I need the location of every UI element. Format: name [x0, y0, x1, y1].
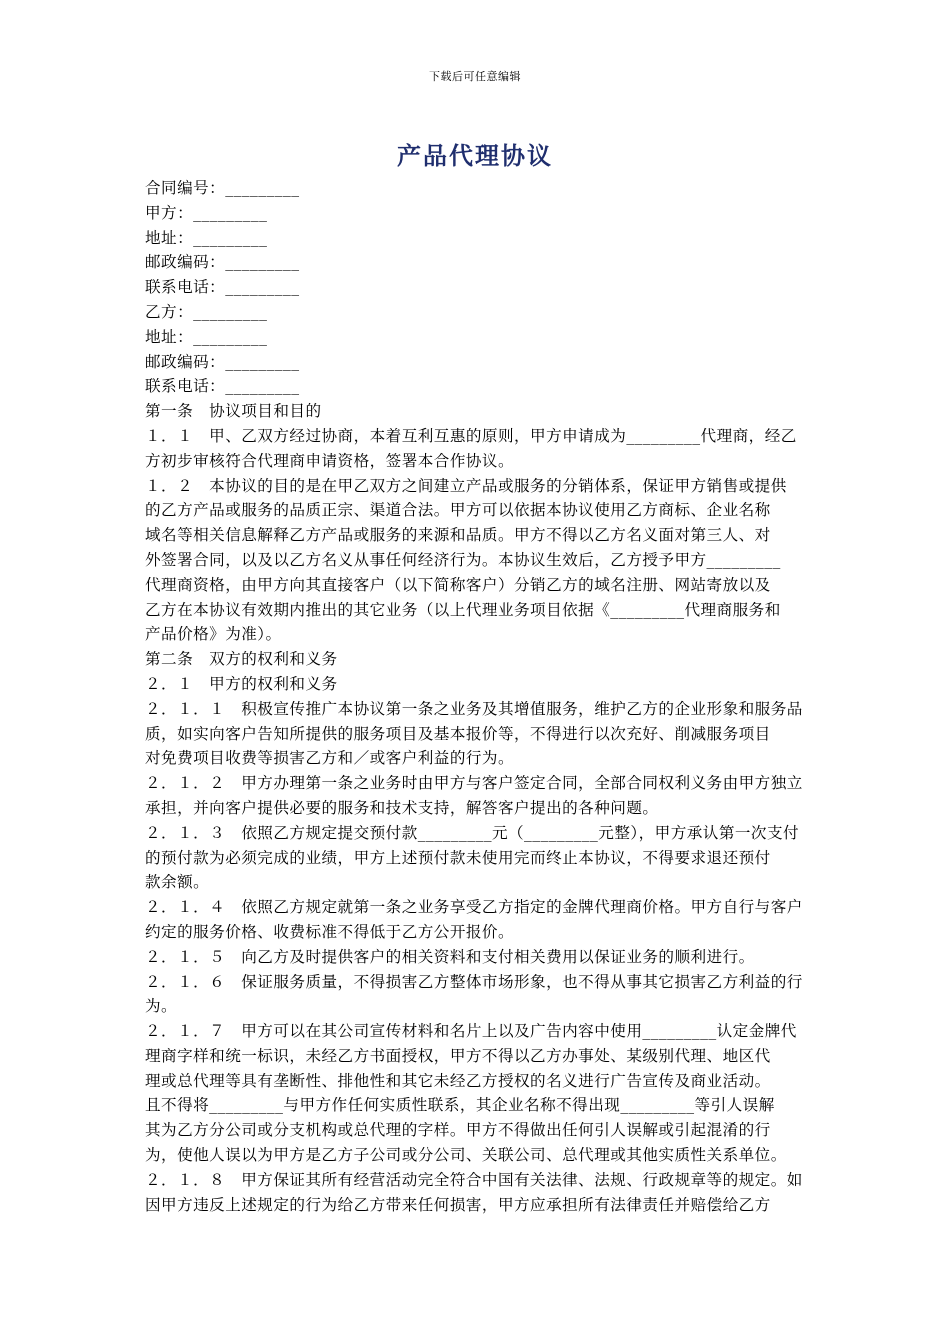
text-line: 甲方：_________ [145, 203, 268, 222]
text-line: ２．１．５ 向乙方及时提供客户的相关资料和支付相关费用以保证业务的顺利进行。 [145, 947, 755, 966]
text-line: 合同编号：_________ [145, 179, 300, 197]
text-line: 且不得将_________与甲方作任何实质性联系，其企业名称不得出现_________等引人误解 [145, 1096, 775, 1115]
text-line: 地址：_________ [145, 228, 268, 247]
text-line: 约定的服务价格、收费标准不得低于乙方公开报价。 [145, 922, 515, 941]
text-line: 理或总代理等具有垄断性、排他性和其它未经乙方授权的名义进行广告宣传及商业活动。 [145, 1071, 771, 1090]
text-line: ２．１．７ 甲方可以在其公司宣传材料和名片上以及广告内容中使用_________认定金牌代 [145, 1022, 797, 1041]
text-line: ２．１．３ 依照乙方规定提交预付款_________元（_________元整），甲方承认第一次支付 [145, 823, 800, 842]
text-line: 款余额。 [145, 873, 210, 892]
text-line: 为。 [145, 997, 178, 1016]
text-line: 理商字样和统一标识，未经乙方书面授权，甲方不得以乙方办事处、某级别代理、地区代 [145, 1046, 771, 1065]
text-line: 因甲方违反上述规定的行为给乙方带来任何损害，甲方应承担所有法律责任并赔偿给乙方 [145, 1195, 771, 1214]
text-line: 的预付款为必须完成的业绩，甲方上述预付款未使用完而终止本协议，不得要求退还预付 [145, 848, 771, 867]
text-line: ２．１．２ 甲方办理第一条之业务时由甲方与客户签定合同，全部合同权利义务由甲方独立 [145, 774, 803, 793]
text-line: 邮政编码：_________ [145, 253, 300, 272]
text-line: 代理商资格，由甲方向其直接客户（以下简称客户）分销乙方的域名注册、网站寄放以及 [145, 575, 771, 594]
text-line: 域名等相关信息解释乙方产品或服务的来源和品质。甲方不得以乙方名义面对第三人、对 [145, 526, 771, 545]
text-line: 的乙方产品或服务的品质正宗、渠道合法。甲方可以依据本协议使用乙方商标、企业名称 [145, 501, 771, 520]
text-line: 联系电话：_________ [145, 377, 300, 396]
document-body [145, 176, 810, 1217]
text-line: 乙方：_________ [145, 302, 268, 321]
text-line: 质，如实向客户告知所提供的服务项目及基本报价等，不得进行以次充好、削减服务项目 [145, 724, 771, 743]
text-line: 其为乙方分公司或分支机构或总代理的字样。甲方不得做出任何引人误解或引起混淆的行 [145, 1121, 771, 1140]
text-line: 方初步审核符合代理商申请资格，签署本合作协议。 [145, 451, 515, 470]
text-line: ２．１．１ 积极宣传推广本协议第一条之业务及其增值服务，维护乙方的企业形象和服务品 [145, 699, 803, 718]
text-line: 第二条 双方的权利和义务 [145, 650, 338, 669]
text-line: 外签署合同，以及以乙方名义从事任何经济行为。本协议生效后，乙方授予甲方_________ [145, 550, 781, 569]
text-line: 为，使他人误以为甲方是乙方子公司或分公司、关联公司、总代理或其他实质性关系单位。 [145, 1146, 787, 1165]
text-line: 邮政编码：_________ [145, 352, 300, 371]
text-line: ２．１ 甲方的权利和义务 [145, 674, 338, 693]
text-line: ２．１．６ 保证服务质量，不得损害乙方整体市场形象，也不得从事其它损害乙方利益的行 [145, 972, 803, 991]
text-line: 承担，并向客户提供必要的服务和技术支持，解答客户提出的各种问题。 [145, 798, 659, 817]
text-line: ２．１．８ 甲方保证其所有经营活动完全符合中国有关法律、法规、行政规章等的规定。如 [145, 1170, 803, 1189]
text-line: 地址：_________ [145, 327, 268, 346]
text-line: 乙方在本协议有效期内推出的其它业务（以上代理业务项目依据《_________代理商服务和 [145, 600, 781, 619]
text-line: 产品价格》为准）。 [145, 625, 282, 644]
text-line: 第一条 协议项目和目的 [145, 402, 322, 421]
text-line: 对免费项目收费等损害乙方和／或客户利益的行为。 [145, 749, 515, 768]
text-line: １．２ 本协议的目的是在甲乙双方之间建立产品或服务的分销体系，保证甲方销售或提供 [145, 476, 787, 495]
document-title: 产品代理协议 [397, 141, 553, 170]
download-note: 下载后可任意编辑 [429, 70, 521, 83]
text-line: １．１ 甲、乙双方经过协商，本着互利互惠的原则，甲方申请成为_________代理商，经乙 [145, 426, 797, 445]
text-line: ２．１．４ 依照乙方规定就第一条之业务享受乙方指定的金牌代理商价格。甲方自行与客户 [145, 898, 803, 917]
text-line: 联系电话：_________ [145, 278, 300, 297]
